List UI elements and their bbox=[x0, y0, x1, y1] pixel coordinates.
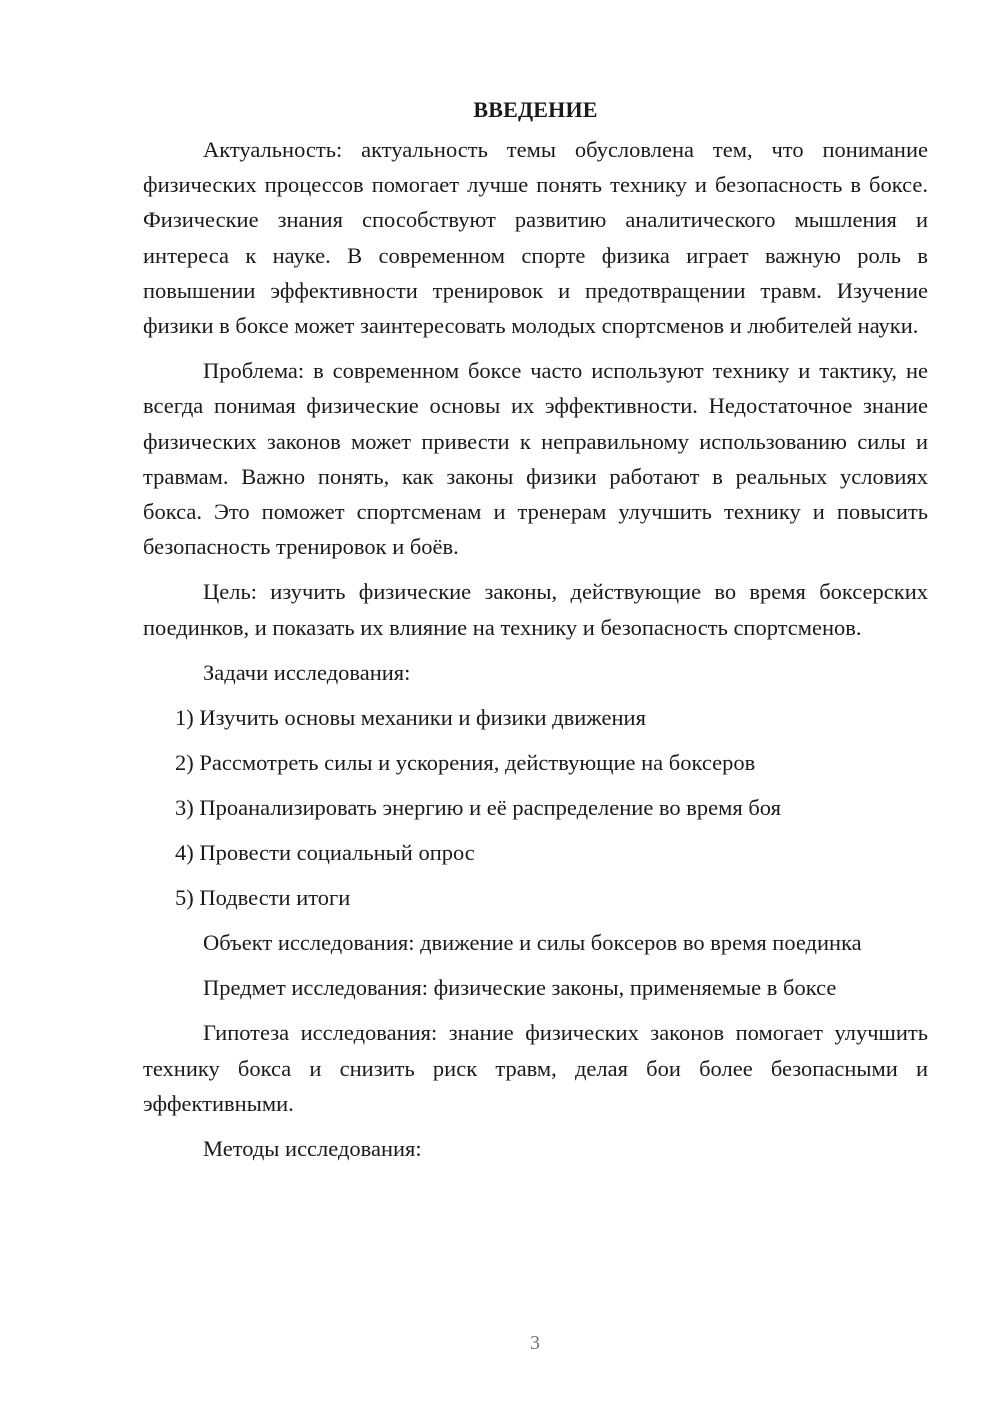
list-item: 2) Рассмотреть силы и ускорения, действующие на боксеров bbox=[175, 750, 756, 776]
goal-paragraph: Цель: изучить физические законы, действующие во время боксерских поединков, и показать их влияние на технику и безопасность спортсменов. bbox=[143, 579, 928, 640]
relevance-paragraph: Актуальность: актуальность темы обусловлена тем, что понимание физических процессов помогает лучше понять технику и безопасность в боксе. Физические знания способствуют развитию аналитического мышления и интереса к науке. В современном спорте физика играет важную роль в повышении эффективности тренировок и предотвращении травм. Изучение физики в боксе может заинтересовать молодых спортсменов и любителей науки. bbox=[143, 137, 928, 339]
methods-heading: Методы исследования: bbox=[203, 1136, 422, 1162]
object-paragraph: Объект исследования: движение и силы боксеров во время поединка bbox=[203, 930, 862, 956]
list-item: 5) Подвести итоги bbox=[175, 885, 351, 911]
section-title: ВВЕДЕНИЕ bbox=[473, 97, 598, 122]
list-item: 4) Провести социальный опрос bbox=[175, 840, 475, 866]
list-item: 1) Изучить основы механики и физики движения bbox=[175, 705, 646, 731]
tasks-list bbox=[143, 700, 928, 915]
list-item: 3) Проанализировать энергию и её распределение во время боя bbox=[175, 795, 781, 821]
hypothesis-paragraph: Гипотеза исследования: знание физических законов помогает улучшить технику бокса и снизить риск травм, делая бои более безопасными и эффективными. bbox=[143, 1020, 928, 1116]
document-page bbox=[143, 92, 928, 1176]
problem-paragraph: Проблема: в современном боксе часто используют технику и тактику, не всегда понимая физические основы их эффективности. Недостаточное знание физических законов может привести к неправильному использованию силы и травмам. Важно понять, как законы физики работают в реальных условиях бокса. Это поможет спортсменам и тренерам улучшить технику и повысить безопасность тренировок и боёв. bbox=[143, 358, 928, 560]
tasks-heading: Задачи исследования: bbox=[203, 659, 411, 685]
page-number: 3 bbox=[530, 1332, 540, 1354]
subject-paragraph: Предмет исследования: физические законы, применяемые в боксе bbox=[203, 975, 837, 1001]
